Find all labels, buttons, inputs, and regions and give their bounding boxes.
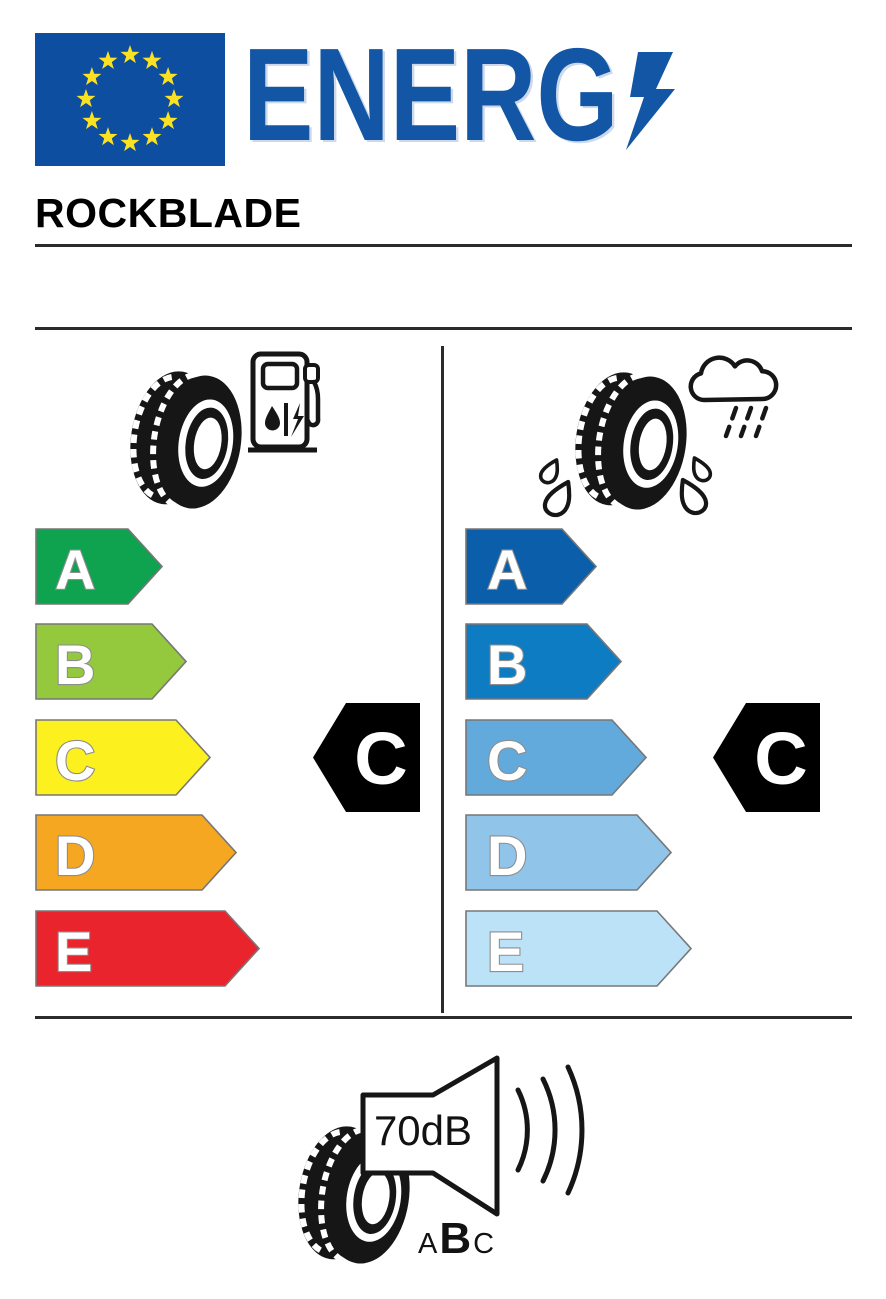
wet-rating-indicator (713, 703, 820, 812)
wet-grade-e-label: E (487, 920, 525, 983)
sound-waves-icon (518, 1067, 582, 1193)
divider-bottom (35, 1016, 852, 1019)
fuel-grade-d-arrow (35, 814, 237, 891)
noise-class-c: C (473, 1228, 495, 1260)
noise-class-a: A (418, 1228, 438, 1260)
fuel-grade-e-label: E (55, 920, 93, 983)
wet-grade-c-label: C (487, 729, 528, 792)
fuel-rating-indicator (313, 703, 420, 812)
fuel-grade-c-label: C (55, 729, 96, 792)
wet-rating-value: C (754, 717, 808, 800)
noise-class-b-selected: B (439, 1214, 472, 1263)
wet-grade-d-arrow (465, 814, 672, 891)
wet-grade-a-arrow (465, 528, 597, 605)
fuel-grade-d-label: D (55, 824, 96, 887)
fuel-pump-icon (248, 351, 324, 453)
fuel-rating-value: C (354, 717, 408, 800)
wet-grade-a-label: A (487, 538, 528, 601)
brand-name: ROCKBLADE (35, 190, 302, 236)
noise-value: 70dB (373, 1107, 473, 1154)
fuel-grade-b-arrow (35, 623, 187, 700)
fuel-grade-a-arrow (35, 528, 163, 605)
divider-middle (35, 327, 852, 330)
fuel-grade-b-label: B (55, 633, 96, 696)
fuel-grade-c-arrow (35, 719, 211, 796)
wet-grade-e-arrow (465, 910, 692, 987)
divider-vertical (441, 346, 444, 1013)
divider-top (35, 244, 852, 247)
fuel-tire-icon (126, 367, 246, 513)
fuel-grade-e-arrow (35, 910, 260, 987)
fuel-grade-a-label: A (55, 538, 96, 601)
wet-grade-d-label: D (487, 824, 528, 887)
rain-cloud-icon (684, 348, 780, 440)
noise-class-scale (418, 1214, 495, 1263)
eu-flag (35, 33, 225, 166)
lightning-bolt-icon (620, 52, 688, 150)
wet-grade-b-arrow (465, 623, 622, 700)
wet-grade-b-label: B (487, 633, 528, 696)
energy-logo-text: ENERG (243, 21, 619, 168)
wet-grade-c-arrow (465, 719, 647, 796)
